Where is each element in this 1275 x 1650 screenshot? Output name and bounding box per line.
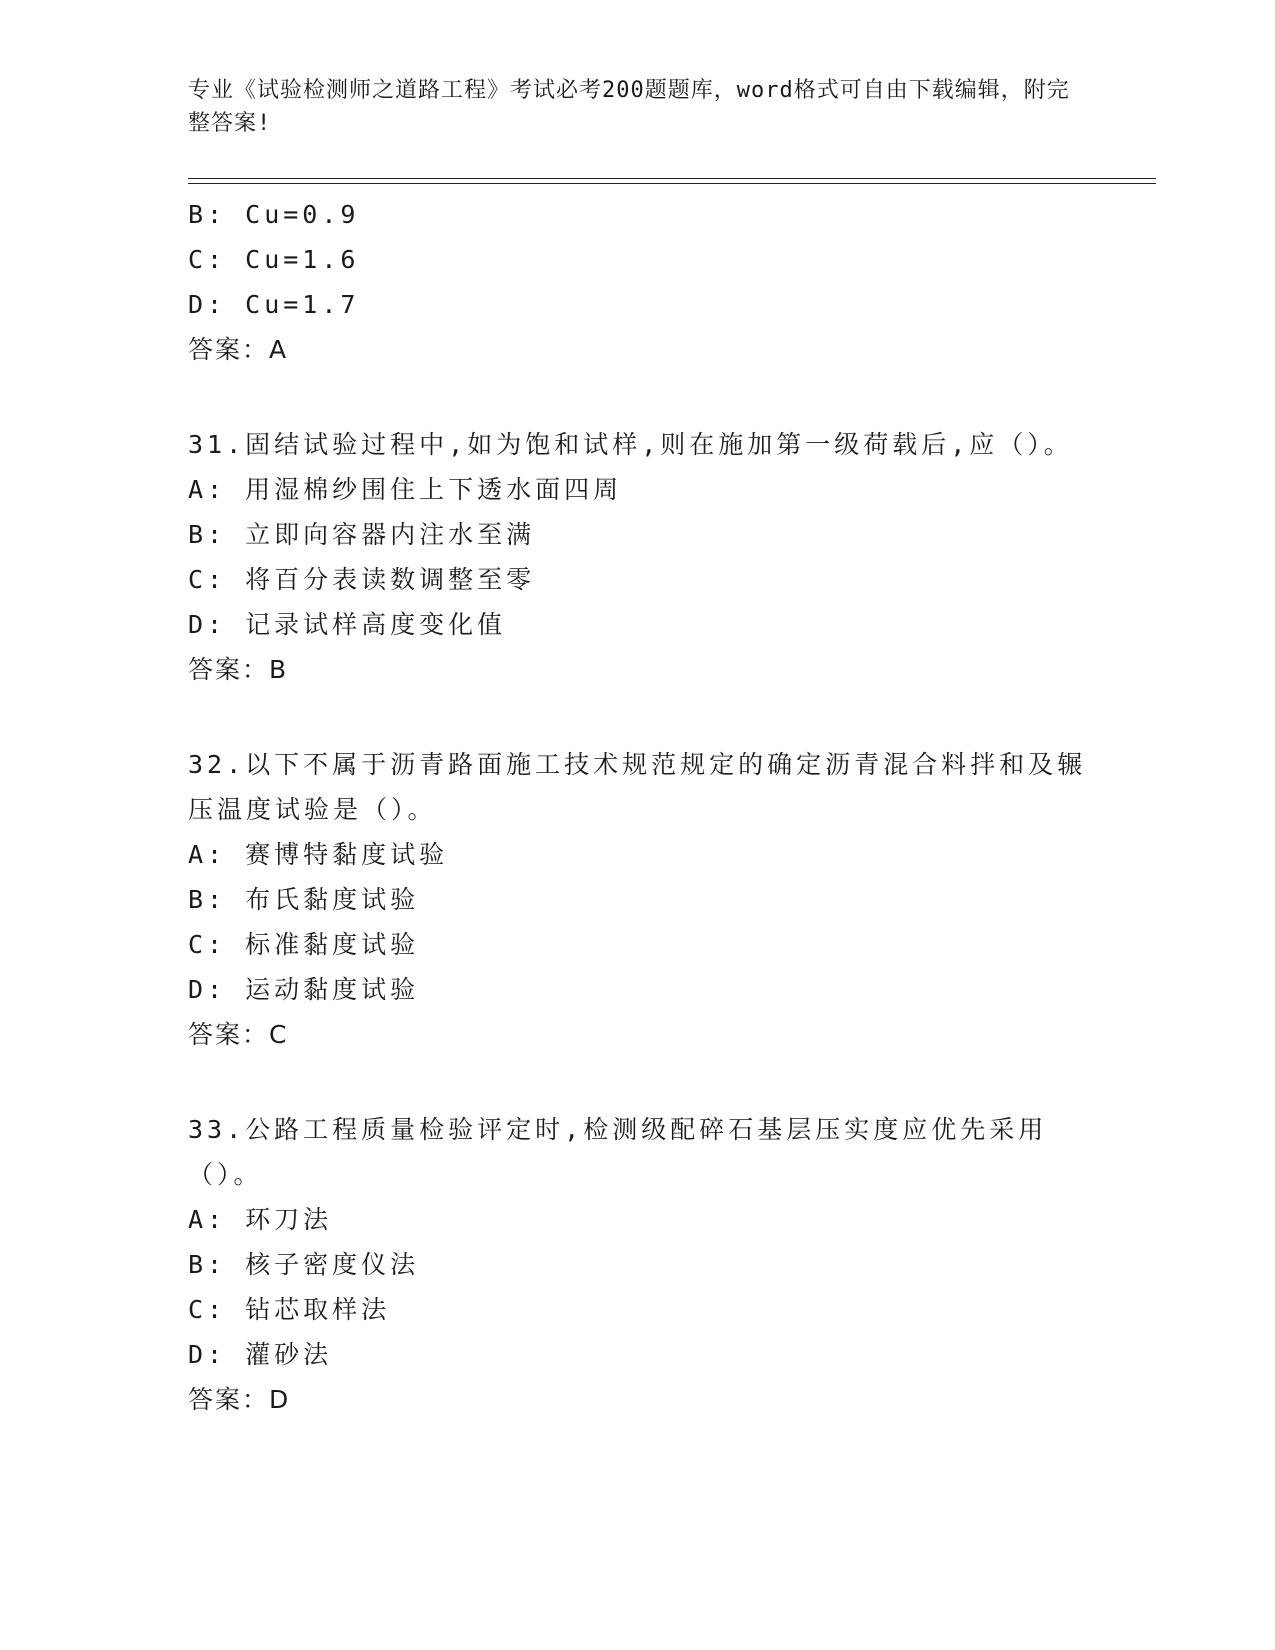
document-header: 专业《试验检测师之道路工程》考试必考200题题库，word格式可自由下载编辑，附完整答案! — [188, 78, 1070, 136]
header-divider — [188, 178, 1156, 184]
option-c: C: 标准黏度试验 — [188, 930, 420, 959]
question-list — [188, 192, 1088, 1422]
question-33 — [188, 1107, 1088, 1422]
option-a: A: 环刀法 — [188, 1205, 333, 1234]
option-d: D: 记录试样高度变化值 — [188, 610, 507, 639]
option-d: D: 灌砂法 — [188, 1340, 333, 1369]
option-d: D: 运动黏度试验 — [188, 975, 420, 1004]
option-c: C: Cu=1.6 — [188, 245, 360, 274]
question-stem: 31.固结试验过程中,如为饱和试样,则在施加第一级荷载后,应（）。 — [188, 430, 1073, 459]
option-b: B: 布氏黏度试验 — [188, 885, 420, 914]
question-stem: 33.公路工程质量检验评定时,检测级配碎石基层压实度应优先采用（）。 — [188, 1115, 1048, 1189]
option-a: A: 用湿棉纱围住上下透水面四周 — [188, 475, 623, 504]
question-stem: 32.以下不属于沥青路面施工技术规范规定的确定沥青混合料拌和及辗压温度试验是（）。 — [188, 750, 1087, 824]
option-b: B: 核子密度仪法 — [188, 1250, 420, 1279]
answer-line: 答案：C — [188, 1020, 289, 1049]
option-a: A: 赛博特黏度试验 — [188, 840, 449, 869]
option-b: B: Cu=0.9 — [188, 200, 360, 229]
option-c: C: 将百分表读数调整至零 — [188, 565, 536, 594]
question-31 — [188, 422, 1088, 692]
option-b: B: 立即向容器内注水至满 — [188, 520, 536, 549]
answer-line: 答案：D — [188, 1385, 291, 1414]
question-32 — [188, 742, 1088, 1057]
answer-line: 答案：A — [188, 335, 289, 364]
answer-line: 答案：B — [188, 655, 289, 684]
option-c: C: 钻芯取样法 — [188, 1295, 391, 1324]
option-d: D: Cu=1.7 — [188, 290, 360, 319]
carryover-question — [188, 192, 1088, 372]
